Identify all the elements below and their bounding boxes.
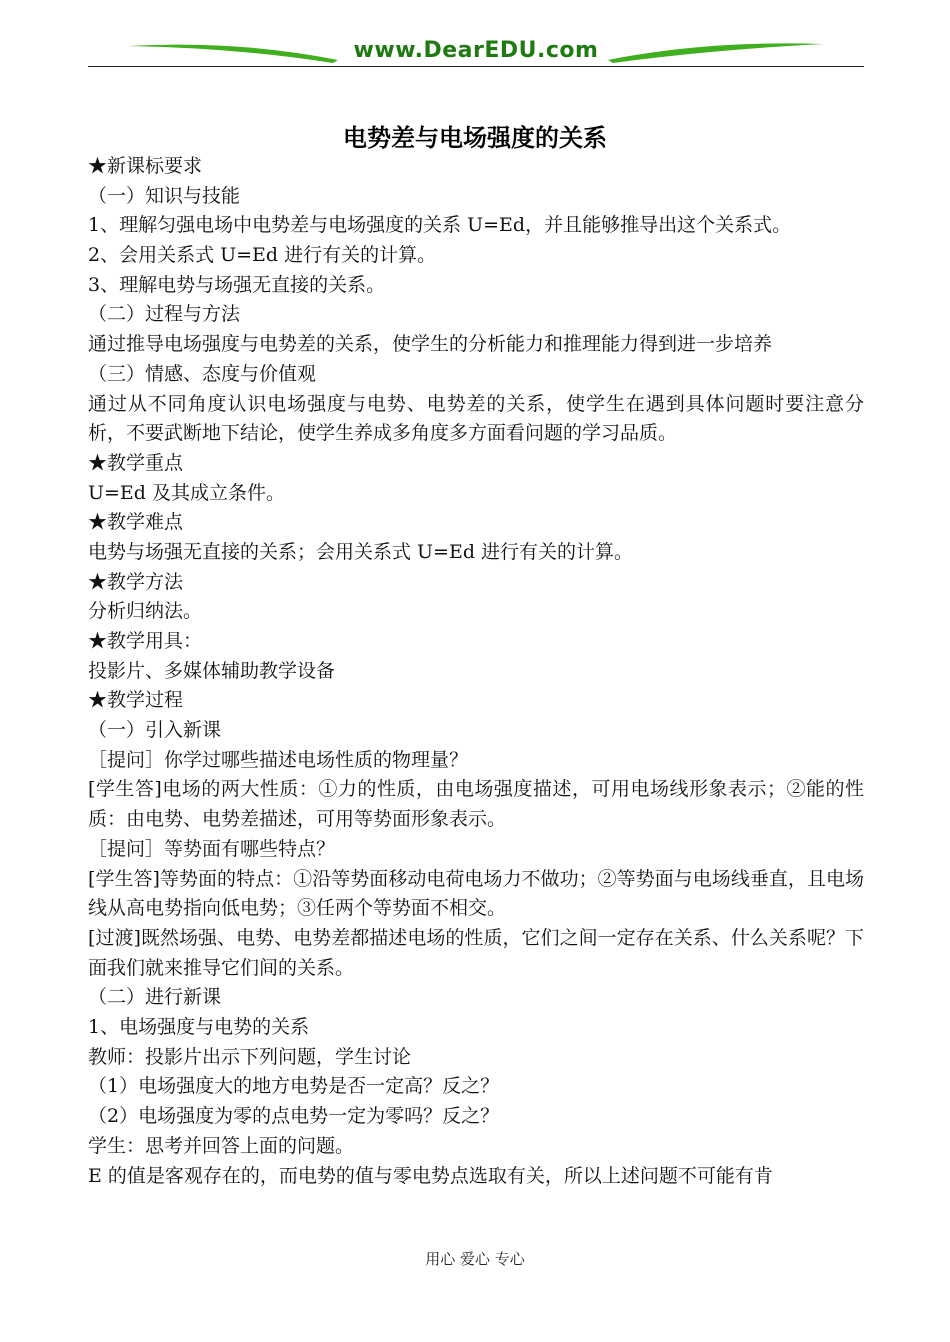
body-line: 1、电场强度与电势的关系 <box>88 1016 310 1039</box>
body-line: E 的值是客观存在的，而电势的值与零电势点选取有关，所以上述问题不可能有肯 <box>88 1164 773 1187</box>
subsection-heading: （二）过程与方法 <box>88 303 241 326</box>
section-heading: ★新课标要求 <box>88 155 203 177</box>
body-paragraph: [学生答]等势面的特点：①沿等势面移动电荷电场力不做功；②等势面与电场线垂直，且电场线从高电势指向低电势；③任两个等势面不相交。 <box>88 867 864 920</box>
section-heading: ★教学重点 <box>88 451 184 474</box>
section-heading: ★教学用具： <box>88 630 203 653</box>
body-line: 教师：投影片出示下列问题，学生讨论 <box>88 1045 412 1068</box>
body-line: 分析归纳法。 <box>88 600 203 623</box>
section-heading: ★教学过程 <box>88 689 184 712</box>
body-line: U=Ed 及其成立条件。 <box>88 481 286 504</box>
subsection-heading: （一）引入新课 <box>88 719 222 742</box>
body-line: （1）电场强度大的地方电势是否一定高？反之？ <box>88 1075 500 1098</box>
body-paragraph: 通过从不同角度认识电场强度与电势、电势差的关系，使学生在遇到具体问题时要注意分析，不要武断地下结论，使学生养成多角度多方面看问题的学习品质。 <box>88 392 864 445</box>
header-divider <box>88 66 864 67</box>
subsection-heading: （一）知识与技能 <box>88 184 241 207</box>
body-paragraph: [过渡]既然场强、电势、电势差都描述电场的性质，它们之间一定存在关系、什么关系呢？下面我们就来推导它们间的关系。 <box>88 926 864 979</box>
page-footer: 用心 爱心 专心 <box>425 1250 525 1268</box>
site-logo-text[interactable]: www.DearEDU.com <box>353 38 599 63</box>
body-line: ［提问］你学过哪些描述电场性质的物理量？ <box>88 748 469 771</box>
body-paragraph: [学生答]电场的两大性质：①力的性质，由电场强度描述，可用电场线形象表示；②能的性质：由电势、电势差描述，可用等势面形象表示。 <box>88 778 864 831</box>
body-paragraph: 通过推导电场强度与电势差的关系，使学生的分析能力和推理能力得到进一步培养 <box>88 333 773 356</box>
document-body <box>88 152 864 1191</box>
body-line: （2）电场强度为零的点电势一定为零吗？反之？ <box>88 1105 500 1128</box>
body-line: 1、理解匀强电场中电势差与电场强度的关系 U=Ed，并且能够推导出这个关系式。 <box>88 214 792 237</box>
section-heading: ★教学方法 <box>88 570 184 593</box>
body-line: 投影片、多媒体辅助教学设备 <box>88 659 336 682</box>
body-line: 3、理解电势与场强无直接的关系。 <box>88 273 386 296</box>
subsection-heading: （二）进行新课 <box>88 986 222 1009</box>
body-line: 2、会用关系式 U=Ed 进行有关的计算。 <box>88 244 437 267</box>
body-line: ［提问］等势面有哪些特点？ <box>88 837 336 860</box>
document-title: 电势差与电场强度的关系 <box>343 124 607 152</box>
subsection-heading: （三）情感、态度与价值观 <box>88 362 317 385</box>
section-heading: ★教学难点 <box>88 511 184 534</box>
body-line: 电势与场强无直接的关系；会用关系式 U=Ed 进行有关的计算。 <box>88 540 634 563</box>
body-line: 学生：思考并回答上面的问题。 <box>88 1134 355 1157</box>
